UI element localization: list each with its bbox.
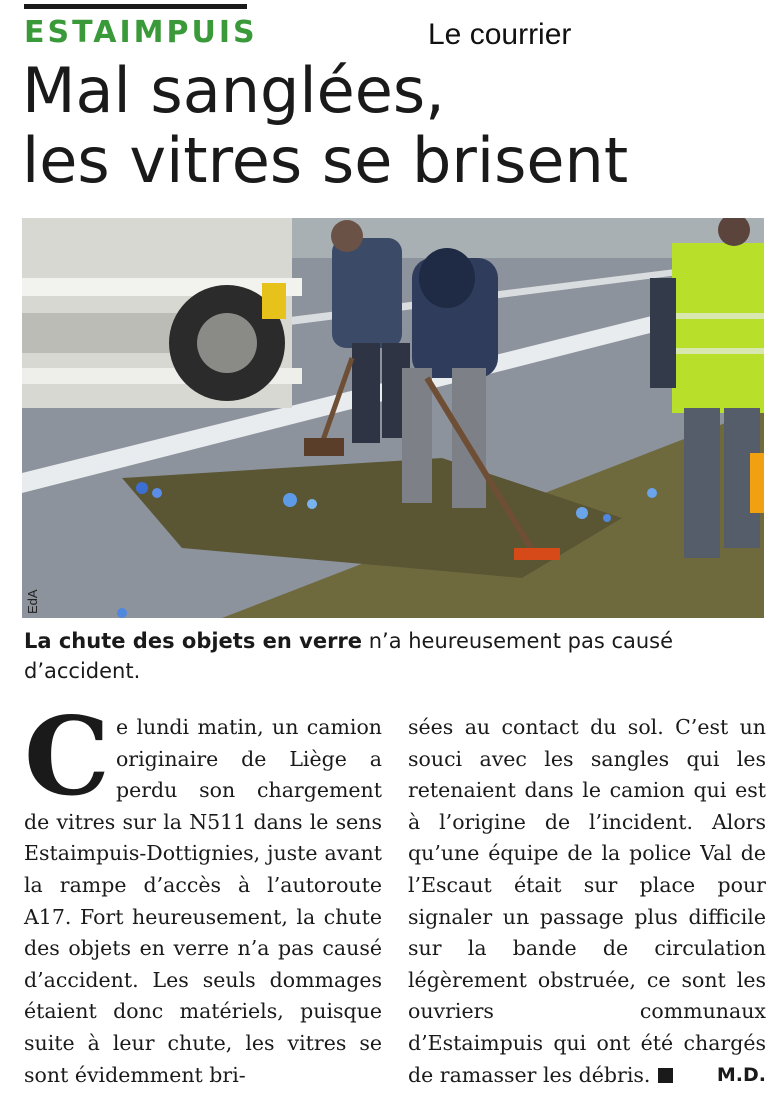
dropcap: C [24, 694, 110, 820]
article-column-1 [24, 694, 382, 1091]
headline [22, 56, 762, 196]
article-column-2 [408, 712, 766, 1091]
photo-caption [24, 626, 764, 686]
article-photo [22, 218, 764, 618]
photo-credit: EdA [25, 589, 40, 614]
headline-line-2: les vitres se brisent [22, 124, 629, 197]
photo-illustration [22, 218, 764, 618]
top-rule [24, 4, 247, 9]
end-mark-icon [658, 1068, 673, 1083]
section-kicker: ESTAIMPUIS [24, 15, 258, 50]
column-1-text: e lundi matin, un camion originaire de Liège a perdu son chargement de vitres sur la N511 dans le sens Estaimpuis-Dottignies, juste avant la rampe d’accès à l’autoroute A17. Fort heureusement, la chute des objets en verre n’a pas causé d’accident. Les seuls dommages étaient donc matériels, puisque suite à leur chute, les vitres se sont évidemment bri- [24, 715, 382, 1087]
article-body [24, 694, 766, 1091]
headline-line-1: Mal sanglées, [22, 54, 445, 127]
column-2-text: sées au contact du sol. C’est un souci avec les sangles qui les retenaient dans le camion qui est à l’origine de l’incident. Alors qu’une équipe de la police Val de l’Escaut était sur place pour signaler un passage plus difficile sur la bande de circulation légèrement obstruée, ce sont les ouvriers communaux d’Estaimpuis qui ont été chargés de ramasser les débris. [408, 715, 766, 1087]
caption-bold: La chute des objets en verre [24, 629, 363, 653]
caption-rest: n’a heureusement pas causé d’accident. [24, 629, 674, 683]
author-signature: M.D. [716, 1063, 766, 1086]
source-label: Le courrier [428, 18, 572, 51]
